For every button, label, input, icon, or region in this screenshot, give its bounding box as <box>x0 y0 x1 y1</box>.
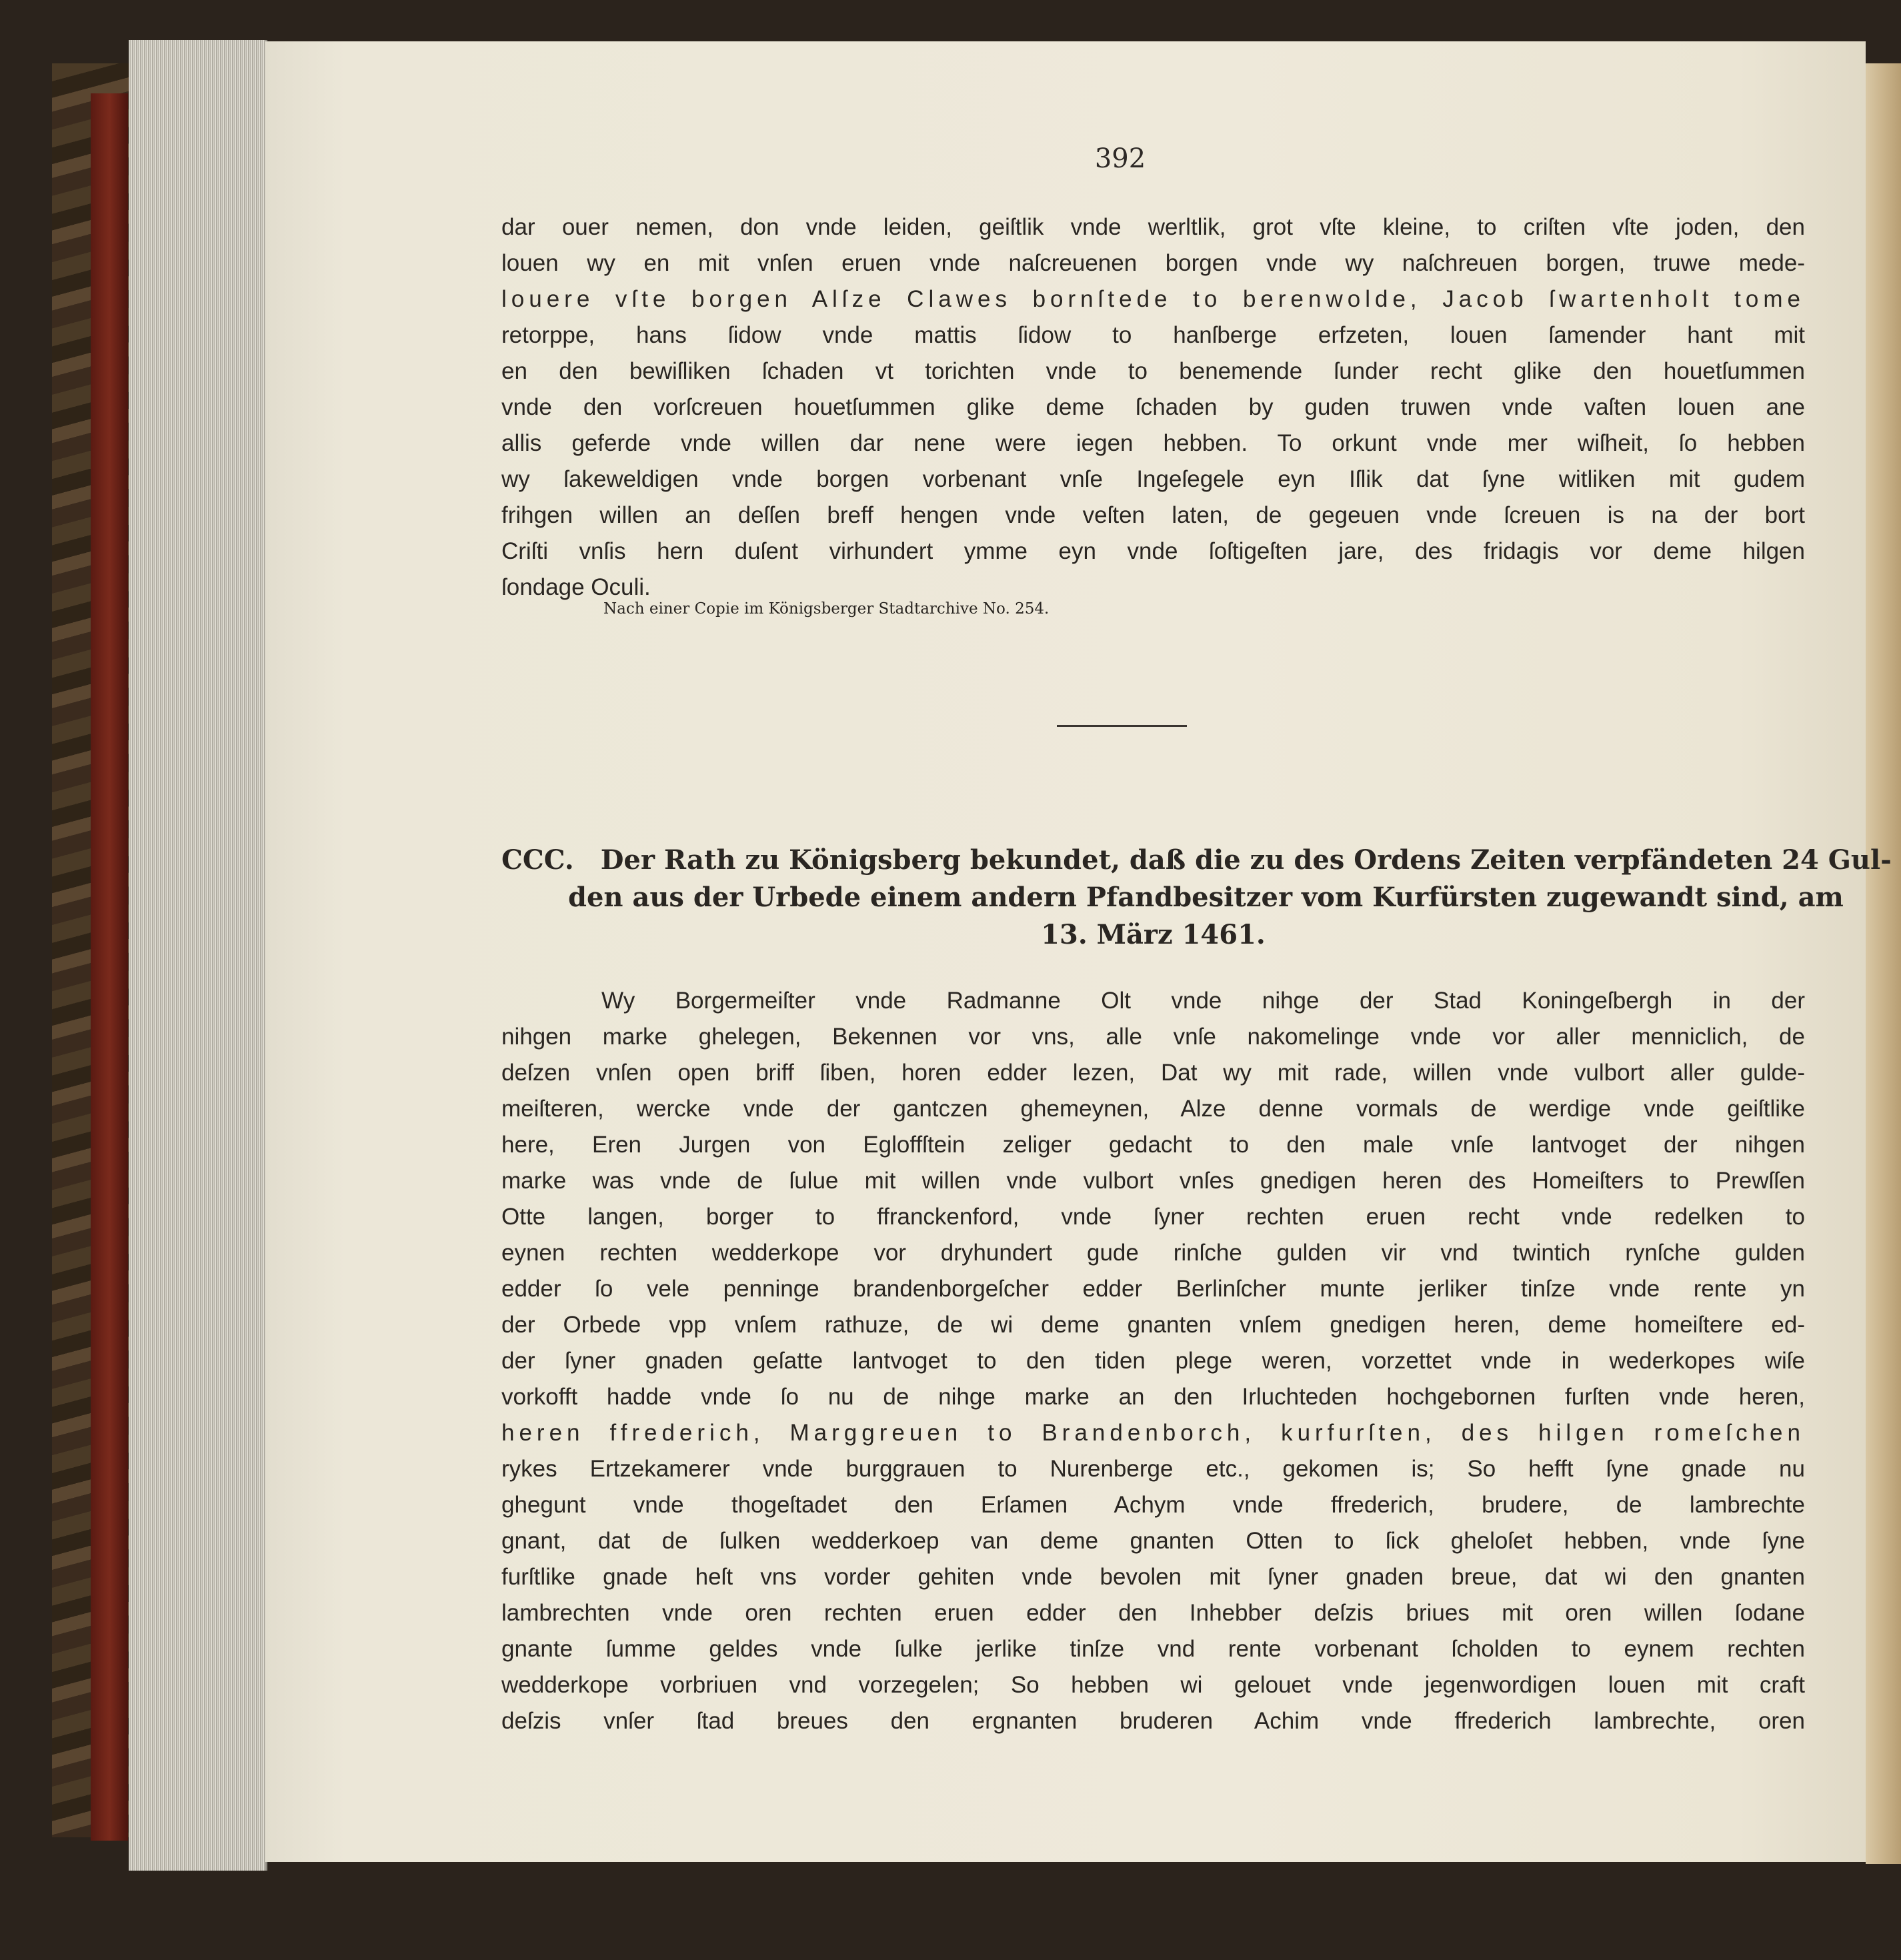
text-line: nihgen marke ghelegen, Bekennen vor vns, alle vnſe nakomelinge vnde vor aller menniclich, de <box>501 1024 1805 1050</box>
text-line: der ſyner gnaden geſatte lantvoget to den tiden plege weren, vorzettet vnde in wederkopes wiſe <box>501 1348 1805 1374</box>
text-line: vnde den vorſcreuen houetſummen glike deme ſchaden by guden truwen vnde vaſten louen ane <box>501 394 1805 420</box>
text-line: Criſti vnſis hern duſent virhundert ymme eyn vnde ſoſtigeſten jare, des fridagis vor deme hilgen <box>501 538 1805 564</box>
text-line: edder ſo vele penninge brandenborgeſcher edder Berlinſcher munte jerliker tinſze vnde rente yn <box>501 1276 1805 1302</box>
text-line: vorkofft hadde vnde ſo nu de nihge marke an den Irluchteden hochgebornen furſten vnde heren, <box>501 1384 1805 1410</box>
text-line: dar ouer nemen, don vnde leiden, geiſtlik vnde werltlik, grot vſte kleine, to criſten vſte joden, den <box>501 214 1805 240</box>
text-line: der Orbede vpp vnſem rathuze, de wi deme gnanten vnſem gnedigen heren, deme homeiſtere ed- <box>501 1312 1805 1338</box>
text-line: here, Eren Jurgen von Egloffſtein zeliger gedacht to den male vnſe lantvoget der nihgen <box>501 1132 1805 1158</box>
text-line: en den bewiſliken ſchaden vt torichten vnde to benemende ſunder recht glike den houetſummen <box>501 358 1805 384</box>
text-line: heren ffrederich, Marggreuen to Brandenborch, kurfurſten, des hilgen romeſchen <box>501 1420 1805 1446</box>
document-1-text <box>501 209 1805 606</box>
book-spine <box>91 93 128 1841</box>
text-line: rykes Ertzekamerer vnde burggrauen to Nurenberge etc., gekomen is; So hefft ſyne gnade nu <box>501 1456 1805 1482</box>
text-line: deſzis vnſer ſtad breues den ergnanten bruderen Achim vnde ffrederich lambrechte, oren <box>501 1708 1805 1734</box>
text-line: louen wy en mit vnſen eruen vnde naſcreuenen borgen vnde wy naſchreuen borgen, truwe mede- <box>501 250 1805 276</box>
document-2-text <box>501 983 1805 1739</box>
text-line: meiſteren, wercke vnde der gantczen ghemeynen, Alze denne vormals de werdige vnde geiſtlike <box>501 1096 1805 1122</box>
heading-line-1: Der Rath zu Königsberg bekundet, daß die zu des Ordens Zeiten verpfändeten 24 Gul- <box>600 844 1892 876</box>
text-line: furſtlike gnade heſt vns vorder gehiten vnde bevolen mit ſyner gnaden breue, dat wi den gnanten <box>501 1564 1805 1590</box>
text-line: allis geferde vnde willen dar nene were iegen hebben. To orkunt vnde mer wiſheit, ſo hebben <box>501 430 1805 456</box>
text-line: marke was vnde de ſulue mit willen vnde vulbort vnſes gnedigen heren des Homeiſters to Prewſſen <box>501 1168 1805 1194</box>
text-line: eynen rechten wedderkope vor dryhundert gude rinſche gulden vir vnd twintich rynſche gulden <box>501 1240 1805 1266</box>
source-note: Nach einer Copie im Königsberger Stadtarchive No. 254. <box>603 600 1050 618</box>
text-line: Otte langen, borger to ffranckenford, vnde ſyner rechten eruen recht vnde redelken to <box>501 1204 1805 1230</box>
document-heading <box>501 842 1892 954</box>
text-line: gnant, dat de ſulken wedderkoep van deme gnanten Otten to ſick gheloſet hebben, vnde ſyne <box>501 1528 1805 1554</box>
text-line: louere vſte borgen Alſze Clawes bornſtede to berenwolde, Jacob ſwartenholt tome <box>501 286 1805 312</box>
text-line: gnante ſumme geldes vnde ſulke jerlike tinſze vnd rente vorbenant ſcholden to eynem rechten <box>501 1636 1805 1662</box>
page-number: 392 <box>1094 143 1146 174</box>
page-edges-stack <box>129 40 267 1871</box>
text-line: retorppe, hans ſidow vnde mattis ſidow to hanſberge erfzeten, louen ſamender hant mit <box>501 322 1805 348</box>
heading-line-2: den aus der Urbede einem andern Pfandbesitzer vom Kurfürsten zugewandt sind, am <box>568 882 1844 913</box>
heading-line-3: 13. März 1461. <box>1041 919 1266 950</box>
right-page-edge <box>1866 63 1901 1864</box>
document-number: CCC. <box>501 844 574 876</box>
text-line: ſondage Oculi. <box>501 574 651 600</box>
text-line: lambrechten vnde oren rechten eruen edder den Inhebber deſzis briues mit oren willen ſodane <box>501 1600 1805 1626</box>
text-line: Wy Borgermeiſter vnde Radmanne Olt vnde nihge der Stad Koningeſbergh in der <box>601 988 1805 1014</box>
text-line: wy ſakeweldigen vnde borgen vorbenant vnſe Ingeſegele eyn Iſlik dat ſyne witliken mit gudem <box>501 466 1805 492</box>
text-line: ghegunt vnde thogeſtadet den Erſamen Achym vnde ffrederich, brudere, de lambrechte <box>501 1492 1805 1518</box>
text-line: frihgen willen an deſſen breff hengen vnde veſten laten, de gegeuen vnde ſcreuen is na der bort <box>501 502 1805 528</box>
text-line: wedderkope vorbriuen vnd vorzegelen; So hebben wi gelouet vnde jegenwordigen louen mit craft <box>501 1672 1805 1698</box>
section-divider <box>1057 725 1187 727</box>
text-line: deſzen vnſen open briff ſiben, horen edder lezen, Dat wy mit rade, willen vnde vulbort aller gulde- <box>501 1060 1805 1086</box>
